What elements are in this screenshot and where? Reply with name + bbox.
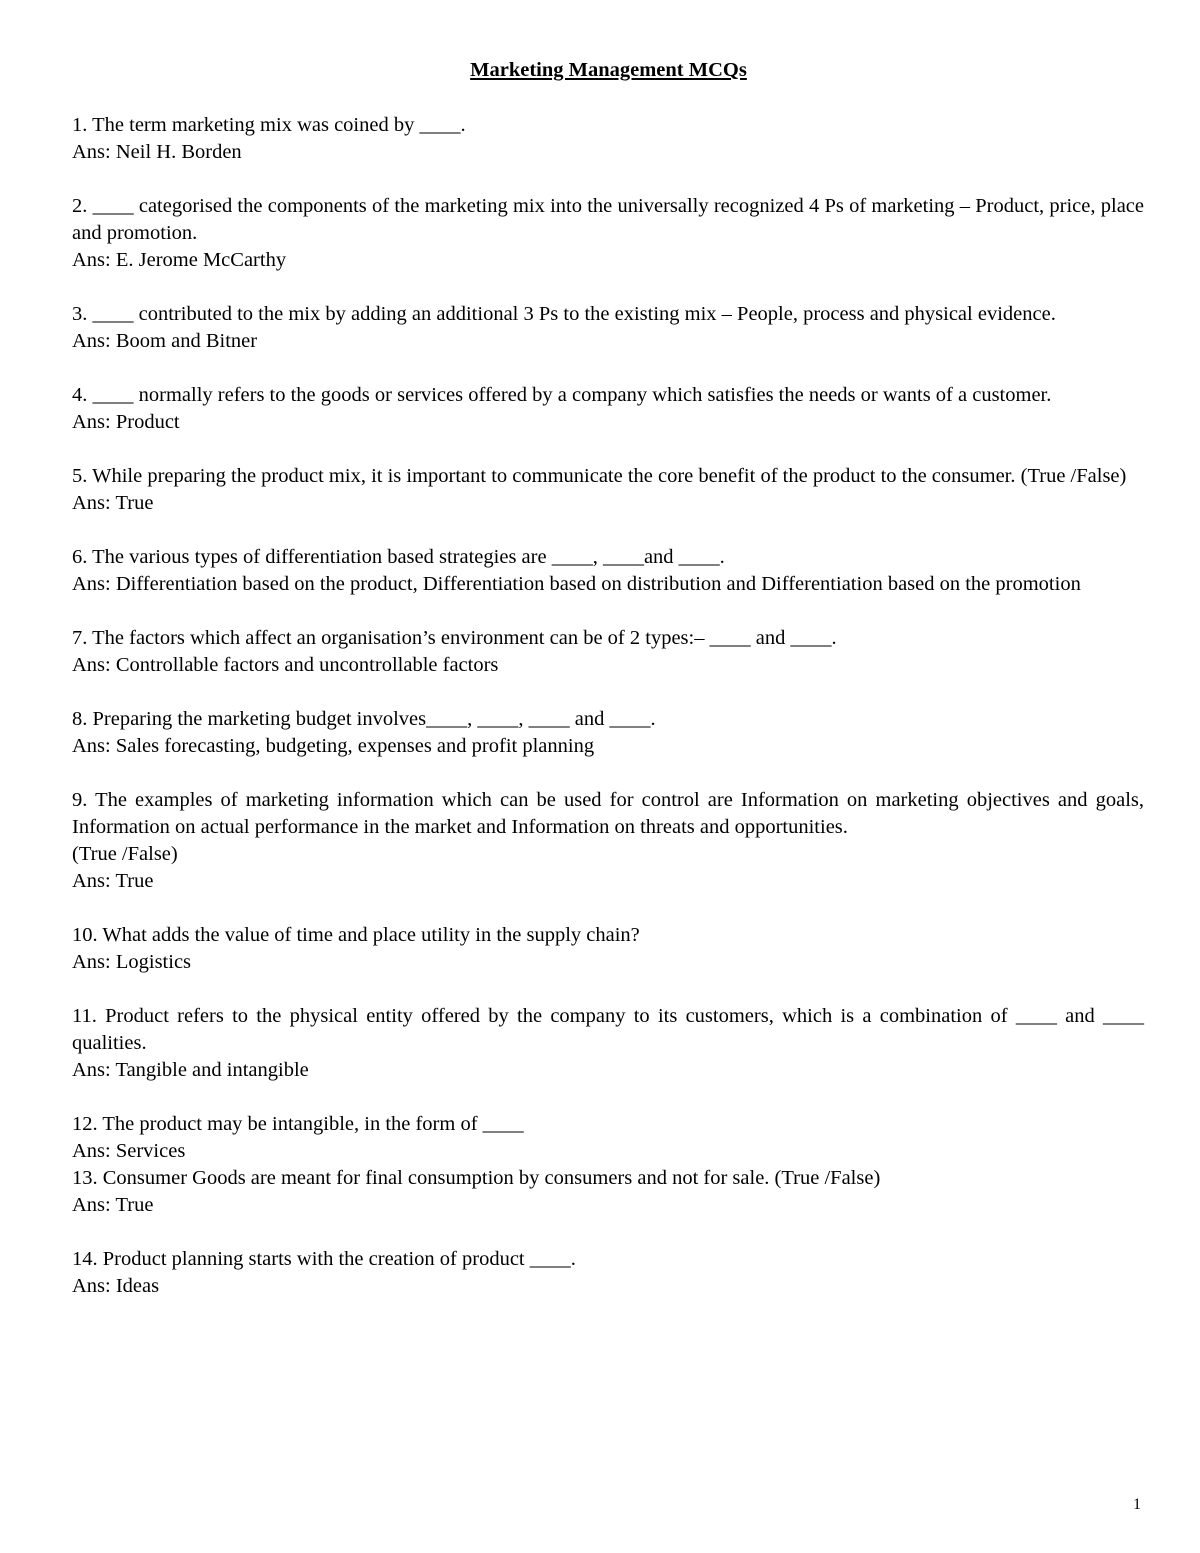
question-text: 2. ____ categorised the components of the marketing mix into the universally recognized 4 Ps of marketing – Product, price, place and promotion. bbox=[72, 195, 1144, 244]
answer-text: Ans: True bbox=[72, 492, 154, 514]
answer-text: Ans: Ideas bbox=[72, 1275, 160, 1297]
answer-text: Ans: Product bbox=[72, 411, 180, 433]
question-item-11 bbox=[72, 1003, 1144, 1084]
answer-text: Ans: Differentiation based on the product, Differentiation based on distribution and Differentiation based on the promotion bbox=[72, 573, 1081, 595]
question-item-8 bbox=[72, 706, 1144, 760]
question-text: 12. The product may be intangible, in the form of ____ bbox=[72, 1113, 524, 1135]
question-item-1 bbox=[72, 112, 1144, 166]
question-item-3 bbox=[72, 301, 1144, 355]
question-text: 9. The examples of marketing information which can be used for control are Information on marketing objectives and goals, Information on actual performance in the market and Information on threats and opportunities. bbox=[72, 789, 1144, 838]
answer-text: Ans: True bbox=[72, 870, 154, 892]
question-item-2 bbox=[72, 193, 1144, 274]
question-list bbox=[72, 112, 1144, 1327]
question-item-6 bbox=[72, 544, 1144, 598]
answer-text: Ans: E. Jerome McCarthy bbox=[72, 249, 287, 271]
question-text: 4. ____ normally refers to the goods or services offered by a company which satisfies the needs or wants of a customer. bbox=[72, 384, 1052, 406]
question-text: 3. ____ contributed to the mix by adding an additional 3 Ps to the existing mix – People, process and physical evidence. bbox=[72, 303, 1056, 325]
question-text: 1. The term marketing mix was coined by ____. bbox=[72, 114, 466, 136]
question-text: 6. The various types of differentiation based strategies are ____, ____and ____. bbox=[72, 546, 725, 568]
answer-text: Ans: Tangible and intangible bbox=[72, 1059, 309, 1081]
page-number: 1 bbox=[1133, 1496, 1141, 1513]
answer-text: Ans: True bbox=[72, 1194, 154, 1216]
question-true-false-note: (True /False) bbox=[72, 843, 178, 865]
question-text: 14. Product planning starts with the creation of product ____. bbox=[72, 1248, 576, 1270]
question-item-12 bbox=[72, 1111, 1144, 1165]
question-item-10 bbox=[72, 922, 1144, 976]
question-text: 10. What adds the value of time and place utility in the supply chain? bbox=[72, 924, 640, 946]
question-item-14 bbox=[72, 1246, 1144, 1300]
question-item-5 bbox=[72, 463, 1144, 517]
answer-text: Ans: Neil H. Borden bbox=[72, 141, 242, 163]
question-text: 7. The factors which affect an organisation’s environment can be of 2 types:– ____ and ____. bbox=[72, 627, 837, 649]
question-text: 13. Consumer Goods are meant for final consumption by consumers and not for sale. (True /False) bbox=[72, 1167, 881, 1189]
question-text: 5. While preparing the product mix, it is important to communicate the core benefit of the product to the consumer. (True /False) bbox=[72, 465, 1127, 487]
question-item-9 bbox=[72, 787, 1144, 895]
answer-text: Ans: Controllable factors and uncontrollable factors bbox=[72, 654, 499, 676]
document-title: Marketing Management MCQs bbox=[470, 59, 747, 81]
question-text: 8. Preparing the marketing budget involves____, ____, ____ and ____. bbox=[72, 708, 656, 730]
question-item-4 bbox=[72, 382, 1144, 436]
question-text: 11. Product refers to the physical entity offered by the company to its customers, which is a combination of ____ and ____ qualities. bbox=[72, 1005, 1144, 1054]
answer-text: Ans: Logistics bbox=[72, 951, 192, 973]
question-item-13 bbox=[72, 1165, 1144, 1219]
answer-text: Ans: Services bbox=[72, 1140, 186, 1162]
answer-text: Ans: Sales forecasting, budgeting, expenses and profit planning bbox=[72, 735, 595, 757]
answer-text: Ans: Boom and Bitner bbox=[72, 330, 258, 352]
question-item-7 bbox=[72, 625, 1144, 679]
